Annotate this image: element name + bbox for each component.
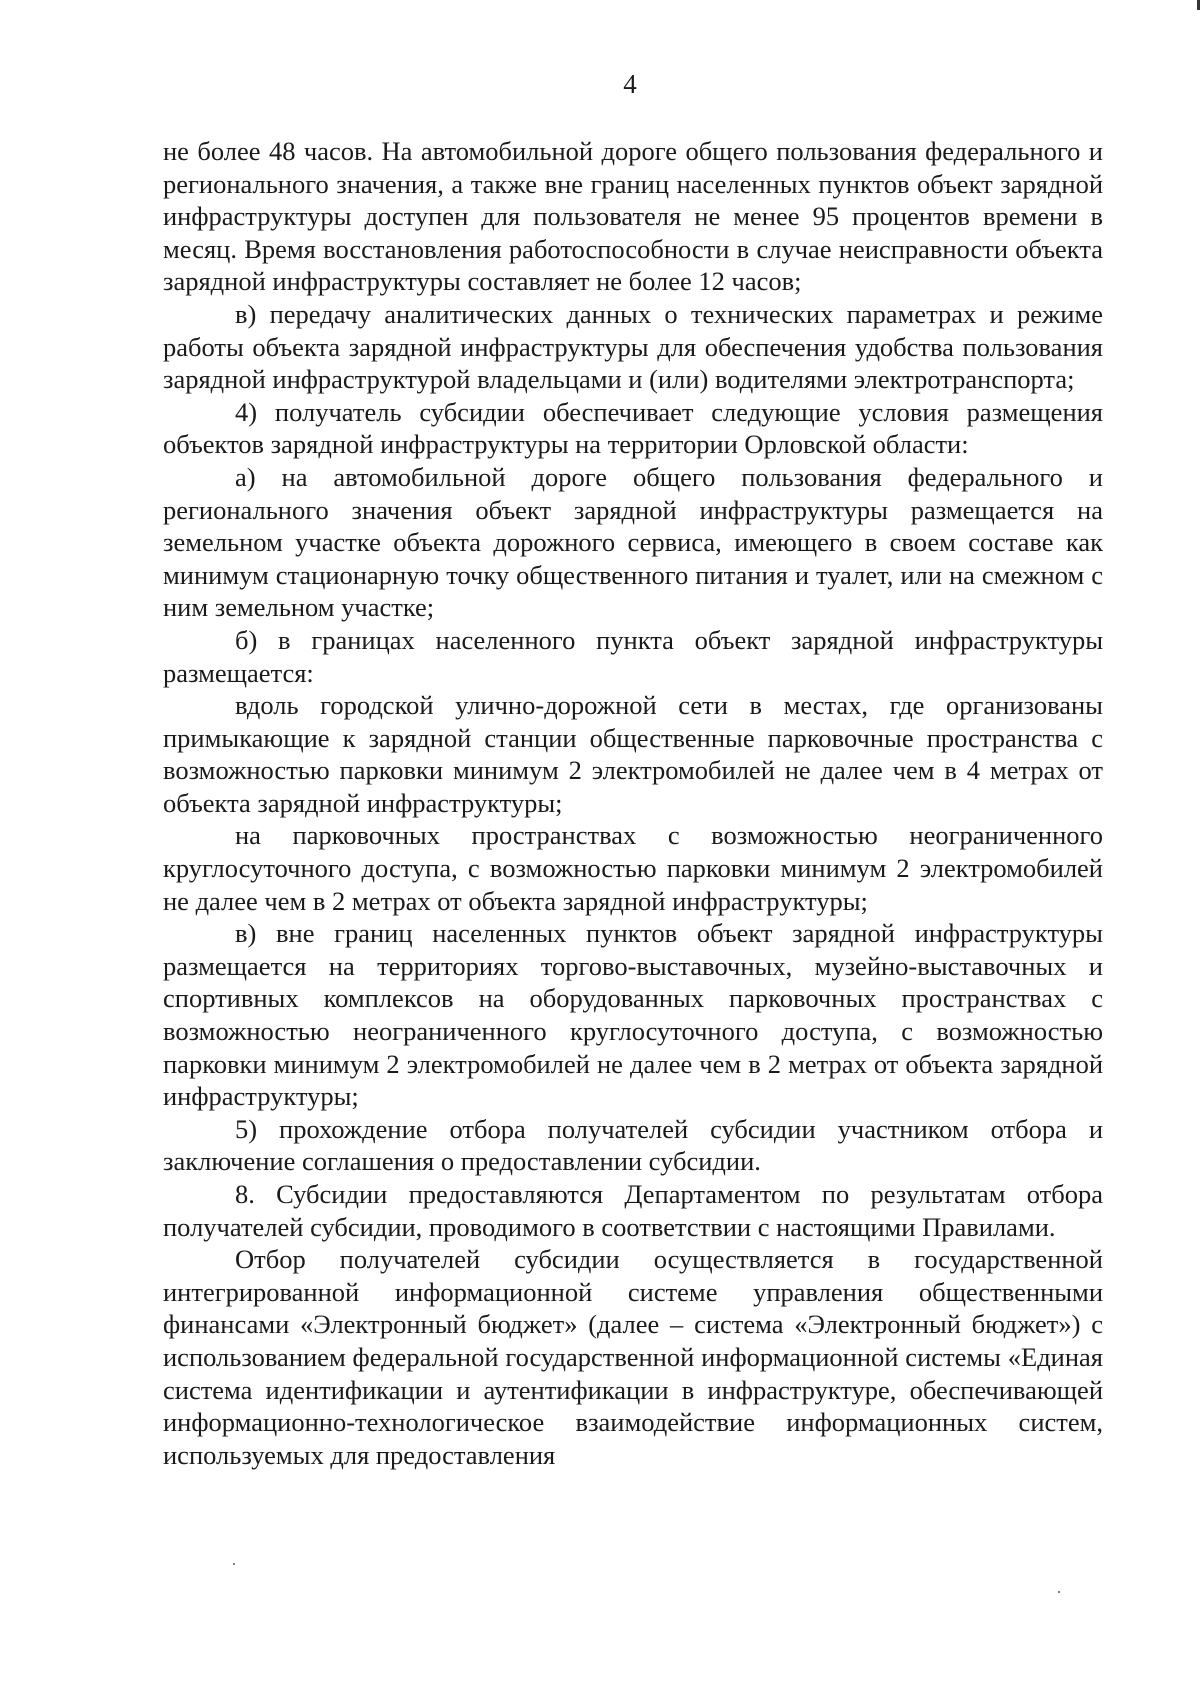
paragraph-item-v: в) передачу аналитических данных о технических параметрах и режиме работы объекта зарядной инфраструктуры для обеспечения удобства пользования зарядной инфраструктурой владельцами и (или) водителями электротранспорта; [163,298,1103,395]
scan-speck [233,1563,235,1565]
paragraph-street-network: вдоль городской улично-дорожной сети в местах, где организованы примыкающие к зарядной станции общественные парковочные пространства с возможностью парковки минимум 2 электромобилей не далее чем в 4 метрах от объекта зарядной инфраструктуры; [163,690,1103,818]
paragraph-section-8: 8. Субсидии предоставляются Департаментом по результатам отбора получателей субсидии, проводимого в соответствии с настоящими Правилами. [163,1179,1103,1242]
paragraph-item-b: б) в границах населенного пункта объект зарядной инфраструктуры размещается: [163,624,1103,688]
paragraph-item-v-outside: в) вне границ населенных пунктов объект зарядной инфраструктуры размещается на территориях торгово-выставочных, музейно-выставочных и спортивных комплексов на оборудованных парковочных пространствах с возможностью неограниченного круглосуточного доступа, с возможностью парковки минимум 2 электромобилей не далее чем в 2 метрах от объекта зарядной инфраструктуры; [163,918,1103,1112]
scan-speck [1058,1591,1060,1593]
paragraph-item-a: а) на автомобильной дороге общего пользования федерального и регионального значения объект зарядной инфраструктуры размещается на земельном участке объекта дорожного сервиса, имеющего в своем составе как минимум стационарную точку общественного питания и туалет, или на смежном с ним земельном участке; [163,461,1103,623]
document-body [163,135,1103,1471]
paragraph-selection-system: Отбор получателей субсидии осуществляется в государственной интегрированной информационной системе управления общественными финансами «Электронный бюджет» (далее – система «Электронный бюджет») с использованием федеральной государственной информационной системы «Единая система идентификации и аутентификации в инфраструктуре, обеспечивающей информационно-технологическое взаимодействие информационных систем, используемых для предоставления [163,1244,1103,1470]
paragraph-item-4: 4) получатель субсидии обеспечивает следующие условия размещения объектов зарядной инфраструктуры на территории Орловской области: [163,396,1103,460]
paragraph-parking-spaces: на парковочных пространствах с возможностью неограниченного круглосуточного доступа, с возможностью парковки минимум 2 электромобилей не далее чем в 2 метрах от объекта зарядной инфраструктуры; [163,820,1103,916]
paragraph-item-5: 5) прохождение отбора получателей субсидии участником отбора и заключение соглашения о предоставлении субсидии. [163,1113,1103,1177]
page-number: 4 [623,69,637,99]
paragraph-continuation: не более 48 часов. На автомобильной дороге общего пользования федерального и регионального значения, а также вне границ населенных пунктов объект зарядной инфраструктуры доступен для пользователя не менее 95 процентов времени в месяц. Время восстановления работоспособности в случае неисправности объекта зарядной инфраструктуры составляет не более 12 часов; [163,136,1103,297]
